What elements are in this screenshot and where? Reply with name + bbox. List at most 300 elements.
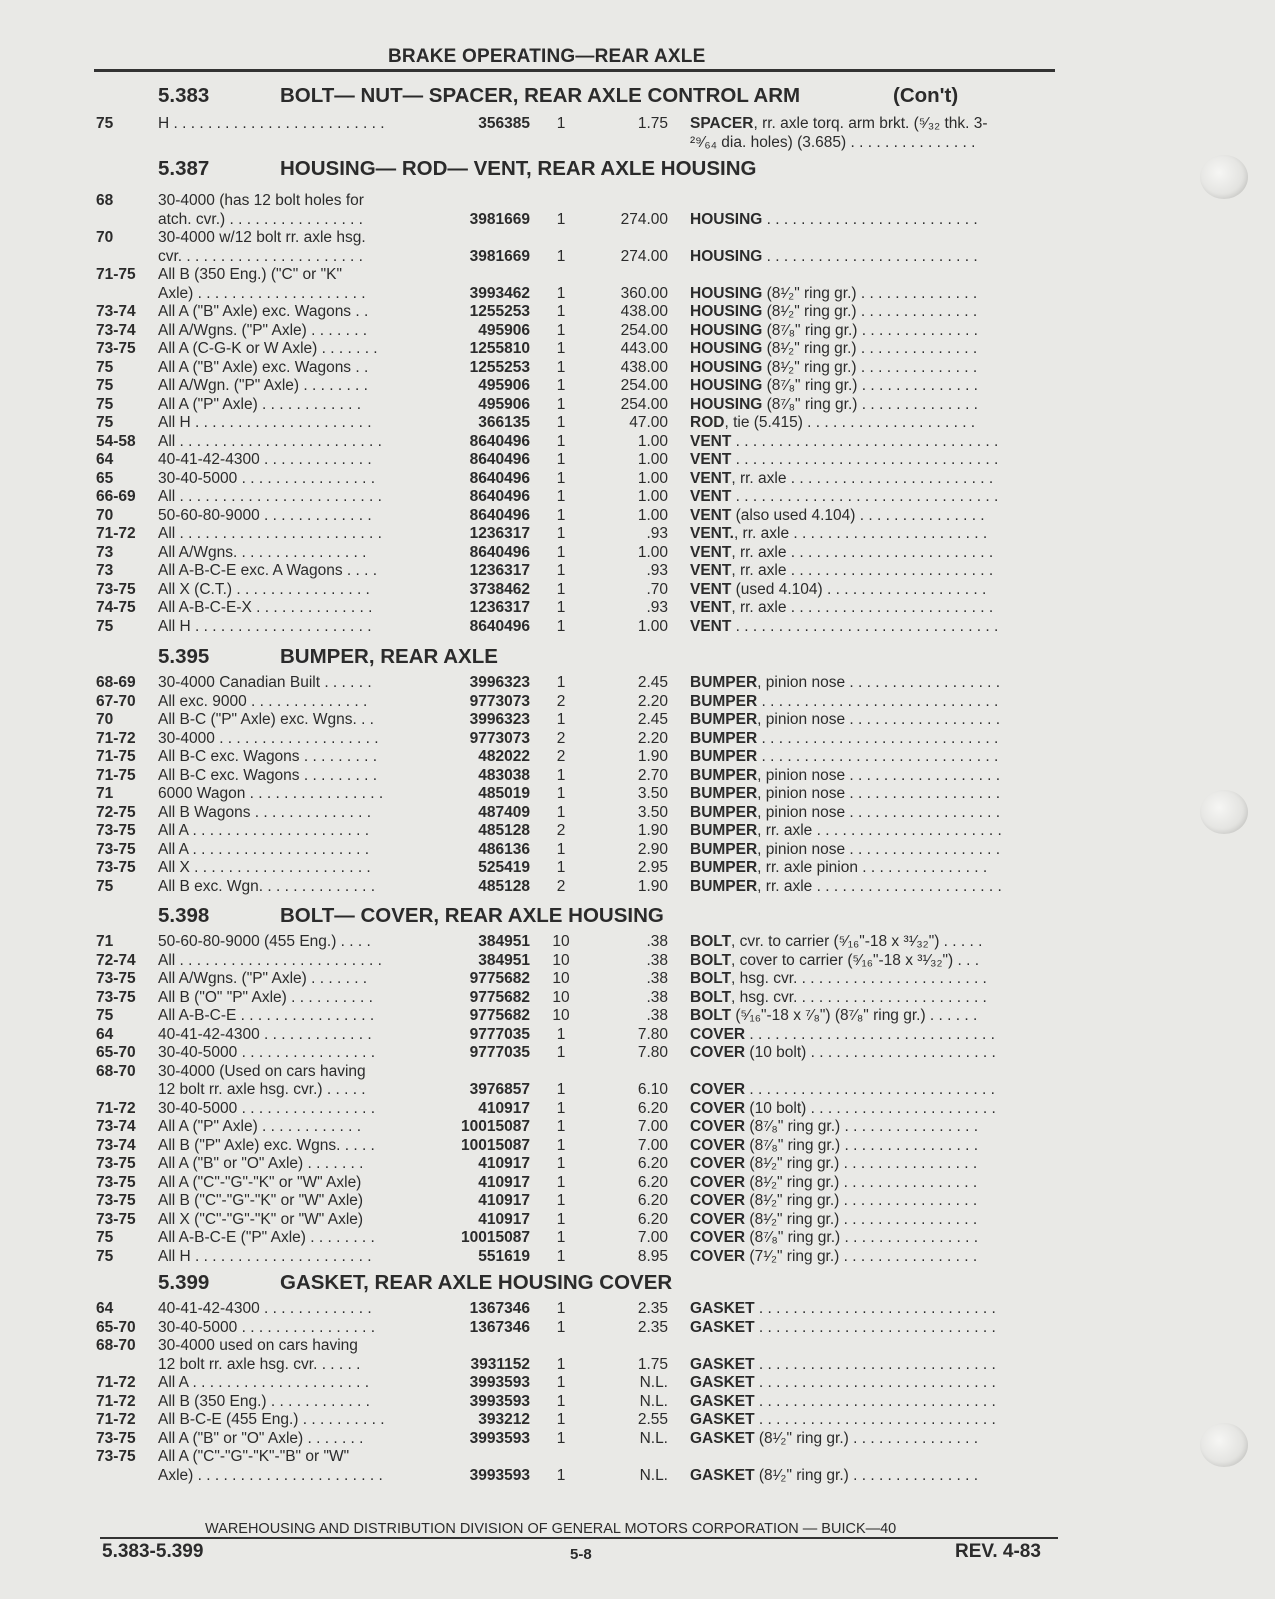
quantity: 1 [556, 840, 566, 858]
part-name-cell [690, 933, 1055, 951]
quantity: 1 [556, 1466, 566, 1484]
model-description: All X ("C"-"G"-"K" or "W" Axle) [158, 1210, 364, 1228]
model-description: All B (350 Eng.) ("C" or "K" [158, 266, 342, 283]
part-number: 8640496 [469, 469, 530, 487]
part-name-cell [690, 804, 1055, 822]
price: .93 [646, 562, 668, 579]
table-row [0, 822, 1060, 841]
part-name-cell [690, 1007, 1055, 1025]
model-description: All B-C-E (455 Eng.) . . . . . . . . . . [158, 1411, 385, 1428]
part-number: 393212 [478, 1411, 530, 1428]
price: 7.00 [637, 1118, 668, 1135]
model-year: 73-75 [96, 1155, 136, 1172]
part-number: 9775682 [469, 970, 530, 987]
model-description: All exc. 9000 . . . . . . . . . . . . . . [158, 692, 368, 710]
part-detail: . . . . . . . . . . . . . . . . . . . . . . . . . . . . . . . [731, 432, 999, 450]
part-detail: , rr. axle pinion . . . . . . . . . . . . . . . [757, 859, 988, 876]
quantity: 1 [556, 1318, 566, 1336]
model-description: 30-4000 used on cars having [158, 1337, 358, 1354]
part-name-cell [690, 507, 1055, 525]
part-number: 9777035 [469, 1025, 530, 1043]
price: 1.00 [637, 617, 668, 635]
table-row [0, 1118, 1060, 1137]
part-name-cell [690, 618, 1055, 636]
model-description: All B Wagons . . . . . . . . . . . . . . [158, 803, 372, 821]
table-row [0, 340, 1060, 359]
section-heading [0, 1271, 1100, 1297]
part-number: 3738462 [469, 580, 530, 598]
section-title: GASKET, REAR AXLE HOUSING COVER [280, 1271, 673, 1294]
part-name-cell [690, 581, 1055, 599]
part-detail: , tie (5.415) . . . . . . . . . . . . . . . . . . . . [724, 414, 976, 431]
quantity: 2 [556, 877, 566, 895]
section-number: 5.398 [158, 904, 210, 927]
part-name-cell [690, 599, 1055, 617]
table-row [0, 1319, 1060, 1338]
part-name: VENT [690, 580, 732, 598]
part-number: 495906 [478, 321, 530, 339]
quantity: 1 [556, 1210, 566, 1228]
footer-revision: REV. 4-83 [955, 1541, 1041, 1562]
price: .70 [646, 580, 668, 598]
part-number: 1255253 [469, 358, 530, 376]
table-row [0, 693, 1060, 712]
part-name: BUMPER [690, 674, 758, 691]
part-detail: . . . . . . . . . . . . . . . . . . . . . . . . . . . . . . . [731, 617, 999, 635]
part-name-cell [690, 1430, 1055, 1448]
part-name: BUMPER [690, 748, 758, 765]
table-row [0, 674, 1060, 693]
part-number: 525419 [478, 859, 530, 876]
part-detail: . . . . . . . . . . . . . . . . . . . . . . . . . . . . [757, 748, 999, 765]
part-name-cell [690, 285, 1055, 303]
price: 6.20 [637, 1099, 668, 1117]
part-number: 3996323 [469, 674, 530, 691]
part-name-cell [690, 841, 1055, 859]
quantity: 1 [556, 358, 566, 376]
part-detail: (8⁷⁄₈" ring gr.) . . . . . . . . . . . . . . . . [745, 1229, 978, 1246]
model-description: All A ("P" Axle) . . . . . . . . . . . . [158, 1118, 362, 1135]
part-name-cell [690, 1319, 1055, 1337]
part-number: 410917 [478, 1192, 530, 1209]
quantity: 1 [556, 1300, 566, 1317]
part-name: GASKET [690, 1300, 755, 1317]
table-row [0, 970, 1060, 989]
quantity: 1 [556, 543, 566, 561]
part-name-cell [690, 785, 1055, 803]
part-detail: (⁵⁄₁₆"-18 x ⁷⁄₈") (8⁷⁄₈" ring gr.) . . . . . . [731, 1007, 978, 1024]
price: 8.95 [637, 1247, 668, 1265]
quantity: 1 [556, 414, 566, 431]
part-number: 483038 [478, 766, 530, 784]
part-name: BOLT [690, 988, 732, 1006]
quantity: 1 [556, 1229, 566, 1246]
section-number: 5.383 [158, 84, 210, 107]
quantity: 1 [556, 562, 566, 579]
model-description: All A ("B" Axle) exc. Wagons . . [158, 358, 369, 376]
part-detail: , rr. axle . . . . . . . . . . . . . . . . . . . . . . . . [731, 543, 994, 561]
section-heading [0, 645, 1100, 671]
part-detail: , pinion nose . . . . . . . . . . . . . . . . . . [757, 785, 1001, 802]
table-row [0, 1026, 1060, 1045]
part-name-cell [690, 359, 1055, 377]
part-name: GASKET [690, 1355, 755, 1373]
section-heading [0, 157, 1100, 183]
model-description: 12 bolt rr. axle hsg. cvr. . . . . . [158, 1355, 361, 1373]
model-year: 68-70 [96, 1337, 136, 1354]
price: 438.00 [620, 358, 668, 376]
punch-hole [1200, 1423, 1248, 1467]
table-row [0, 785, 1060, 804]
part-detail: , pinion nose . . . . . . . . . . . . . . . . . . [757, 840, 1001, 858]
quantity: 1 [556, 803, 566, 821]
model-year: 75 [96, 617, 114, 635]
part-name-cell [690, 730, 1055, 748]
part-number: 9773073 [469, 692, 530, 710]
part-name: COVER [690, 1099, 746, 1117]
model-year: 73-74 [96, 303, 136, 320]
part-name-cell [690, 340, 1055, 358]
model-description: 50-60-80-9000 (455 Eng.) . . . . [158, 933, 371, 950]
model-year: 65-70 [96, 1318, 136, 1336]
price: 7.80 [637, 1025, 668, 1043]
table-row [0, 544, 1060, 563]
section-title: BOLT— NUT— SPACER, REAR AXLE CONTROL ARM [280, 84, 801, 107]
model-year: 70 [96, 229, 114, 246]
part-number: 10015087 [461, 1229, 530, 1246]
model-year: 64 [96, 451, 114, 468]
table-row [0, 878, 1060, 897]
model-year: 72-74 [96, 951, 136, 969]
table-row [0, 1229, 1060, 1248]
quantity: 1 [556, 1044, 566, 1061]
model-description: All B-C ("P" Axle) exc. Wgns. . . [158, 711, 374, 728]
part-detail: (8¹⁄₂" ring gr.) . . . . . . . . . . . . . . [762, 303, 978, 320]
model-description: All A-B-C-E exc. A Wagons . . . . [158, 562, 378, 579]
quantity: 1 [556, 469, 566, 487]
part-name-cell [690, 544, 1055, 562]
part-name: COVER [690, 1247, 746, 1265]
model-year: 74-75 [96, 599, 136, 616]
part-number: 551619 [478, 1247, 530, 1265]
quantity: 1 [556, 1173, 566, 1191]
part-detail: (8¹⁄₂" ring gr.) . . . . . . . . . . . . . . . [754, 1466, 978, 1484]
part-name: SPACER [690, 115, 754, 132]
part-name-cell [690, 1192, 1055, 1210]
part-name-cell [690, 433, 1055, 451]
part-name-cell [690, 711, 1055, 729]
price: 1.00 [637, 543, 668, 561]
model-description: All A/Wgn. ("P" Axle) . . . . . . . . [158, 377, 368, 394]
part-detail: (8¹⁄₂" ring gr.) . . . . . . . . . . . . . . . [754, 1429, 978, 1447]
model-description: 30-40-5000 . . . . . . . . . . . . . . . . [158, 1099, 376, 1117]
model-description: All A-B-C-E ("P" Axle) . . . . . . . . [158, 1229, 375, 1246]
part-name: GASKET [690, 1466, 755, 1484]
part-name-cell [690, 952, 1055, 970]
part-name-cell [690, 859, 1055, 877]
price: .38 [646, 988, 668, 1006]
part-number: 9777035 [469, 1044, 530, 1061]
model-description: All A ("C"-"G"-"K"-"B" or "W" [158, 1448, 350, 1465]
quantity: 10 [552, 1007, 570, 1024]
model-description: cvr. . . . . . . . . . . . . . . . . . . . . . [158, 247, 363, 265]
price: 1.90 [637, 877, 668, 895]
model-year: 68-70 [96, 1062, 136, 1080]
table-row [0, 359, 1060, 378]
part-number: 487409 [478, 803, 530, 821]
part-name-cell [690, 303, 1055, 321]
model-description: All A . . . . . . . . . . . . . . . . . . . . . [158, 822, 370, 839]
part-name: GASKET [690, 1429, 755, 1447]
part-detail: , rr. axle . . . . . . . . . . . . . . . . . . . . . . . [733, 525, 988, 542]
quantity: 1 [556, 766, 566, 784]
table-row [0, 952, 1060, 971]
model-description: 30-4000 . . . . . . . . . . . . . . . . . . . [158, 729, 379, 747]
footer-division: WAREHOUSING AND DISTRIBUTION DIVISION OF GENERAL MOTORS CORPORATION — BUICK—40 [205, 1521, 897, 1537]
table-row [0, 711, 1060, 730]
model-description: H . . . . . . . . . . . . . . . . . . . . . . . . . [158, 115, 385, 132]
model-year: 67-70 [96, 692, 136, 710]
model-description: 40-41-42-4300 . . . . . . . . . . . . . [158, 451, 372, 468]
model-description: All . . . . . . . . . . . . . . . . . . . . . . . . [158, 525, 382, 542]
part-name-cell [690, 525, 1055, 543]
part-name: BUMPER [690, 840, 758, 858]
price: 254.00 [620, 321, 668, 339]
part-name: BOLT [690, 933, 732, 950]
model-description: All H . . . . . . . . . . . . . . . . . . . . . [158, 617, 372, 635]
model-year: 71-72 [96, 1374, 136, 1391]
price: 2.20 [637, 729, 668, 747]
part-detail: (8¹⁄₂" ring gr.) . . . . . . . . . . . . . . . . [745, 1173, 978, 1191]
quantity: 1 [556, 1192, 566, 1209]
part-name-cell [690, 1118, 1055, 1136]
part-number: 3993593 [469, 1374, 530, 1391]
part-detail: . . . . . . . . . . . . . . . . . . . . . . . . . . . . . . . [731, 451, 999, 468]
table-row [0, 1137, 1060, 1156]
quantity: 2 [556, 729, 566, 747]
quantity: 1 [556, 1099, 566, 1117]
quantity: 1 [556, 488, 566, 505]
part-name: VENT [690, 617, 732, 635]
table-row [0, 804, 1060, 823]
quantity: 1 [556, 1136, 566, 1154]
section-title: BUMPER, REAR AXLE [280, 645, 498, 668]
part-name-cell [690, 1356, 1055, 1374]
part-name-cell [690, 1411, 1055, 1429]
price: 2.35 [637, 1300, 668, 1317]
part-number: 8640496 [469, 432, 530, 450]
part-name-cell [690, 396, 1055, 414]
part-detail: . . . . . . . . . . . . . . . . . . . . . . . . . . . . [754, 1318, 996, 1336]
part-name: HOUSING [690, 284, 763, 302]
model-description: 50-60-80-9000 . . . . . . . . . . . . . [158, 506, 372, 524]
part-name-cell [690, 1248, 1055, 1266]
table-row [0, 1248, 1060, 1267]
part-name-cell [690, 1229, 1055, 1247]
header-rule [94, 69, 1055, 72]
part-detail: . . . . . . . . . . . . . . . . . . . . . . . . . . . . . [745, 1081, 995, 1098]
part-detail: , hsg. cvr. . . . . . . . . . . . . . . . . . . . . . . [731, 988, 987, 1006]
model-year: 71-72 [96, 729, 136, 747]
quantity: 1 [556, 785, 566, 802]
table-row [0, 562, 1060, 581]
price: 2.70 [637, 766, 668, 784]
model-year: 71-72 [96, 1099, 136, 1117]
model-year: 68-69 [96, 674, 136, 691]
part-number: 1236317 [469, 599, 530, 616]
part-name-cell [690, 322, 1055, 340]
model-description: 30-4000 w/12 bolt rr. axle hsg. [158, 229, 366, 246]
table-row [0, 730, 1060, 749]
quantity: 1 [556, 859, 566, 876]
part-name-cell [690, 1374, 1055, 1392]
price: 1.00 [637, 451, 668, 468]
table-row [0, 192, 1060, 211]
part-name: GASKET [690, 1374, 755, 1391]
quantity: 1 [556, 1355, 566, 1373]
table-row [0, 488, 1060, 507]
quantity: 10 [552, 988, 570, 1006]
model-year: 71-72 [96, 1392, 136, 1410]
model-year: 73-74 [96, 1118, 136, 1135]
part-number: 485019 [478, 785, 530, 802]
model-year: 71-75 [96, 748, 136, 765]
model-description: All B ("O" "P" Axle) . . . . . . . . . . [158, 988, 373, 1006]
section-title: HOUSING— ROD— VENT, REAR AXLE HOUSING [280, 157, 757, 180]
model-description: All . . . . . . . . . . . . . . . . . . . . . . . . [158, 951, 382, 969]
table-row [0, 1211, 1060, 1230]
footer-rule [100, 1537, 1058, 1539]
part-number: 495906 [478, 395, 530, 413]
part-name-cell [690, 211, 1055, 229]
model-year: 72-75 [96, 803, 136, 821]
price: 274.00 [620, 247, 668, 265]
model-description: All H . . . . . . . . . . . . . . . . . . . . . [158, 1247, 372, 1265]
part-detail: , pinion nose . . . . . . . . . . . . . . . . . . [757, 711, 1001, 728]
quantity: 1 [556, 580, 566, 598]
part-name-cell [690, 488, 1055, 506]
table-row [0, 581, 1060, 600]
price: 274.00 [620, 210, 668, 228]
model-description: All A/Wgns. ("P" Axle) . . . . . . . [158, 970, 368, 987]
price: 2.90 [637, 840, 668, 858]
price: 438.00 [620, 303, 668, 320]
section-title: BOLT— COVER, REAR AXLE HOUSING [280, 904, 664, 927]
part-detail: , rr. axle . . . . . . . . . . . . . . . . . . . . . . [757, 877, 1002, 895]
part-detail: (8¹⁄₂" ring gr.) . . . . . . . . . . . . . . . . [745, 1210, 978, 1228]
part-number: 1255810 [469, 340, 530, 357]
part-name: VENT [690, 451, 732, 468]
quantity: 1 [556, 525, 566, 542]
model-description: All A ("C"-"G"-"K" or "W" Axle) [158, 1173, 362, 1191]
part-name-cell [690, 1393, 1055, 1411]
price: 1.75 [637, 115, 668, 132]
model-year: 75 [96, 877, 114, 895]
table-row [0, 451, 1060, 470]
price: .93 [646, 525, 668, 542]
model-year: 73 [96, 543, 114, 561]
table-row [0, 1063, 1060, 1082]
part-name-cell [690, 1137, 1055, 1155]
section-continued: (Con't) [893, 84, 959, 107]
model-year: 75 [96, 1229, 114, 1246]
part-detail: , rr. axle . . . . . . . . . . . . . . . . . . . . . . . . [731, 562, 994, 579]
part-detail: , pinion nose . . . . . . . . . . . . . . . . . . [757, 803, 1001, 821]
quantity: 1 [556, 115, 566, 132]
part-number: 3931152 [470, 1355, 530, 1373]
model-description: All B exc. Wgn. . . . . . . . . . . . . . [158, 877, 376, 895]
table-row [0, 414, 1060, 433]
model-year: 73 [96, 562, 114, 579]
model-description: All X . . . . . . . . . . . . . . . . . . . . . [158, 859, 371, 876]
model-description: All B ("C"-"G"-"K" or "W" Axle) [158, 1192, 364, 1209]
model-description: All A ("B" Axle) exc. Wagons . . [158, 303, 369, 320]
model-description: All A . . . . . . . . . . . . . . . . . . . . . [158, 1374, 370, 1391]
table-row [0, 618, 1060, 637]
table-row [0, 285, 1060, 304]
price: 6.20 [637, 1192, 668, 1209]
table-row [0, 1007, 1060, 1026]
quantity: 1 [556, 451, 566, 468]
part-number: 1236317 [469, 525, 530, 542]
part-name: GASKET [690, 1392, 755, 1410]
model-year: 54-58 [96, 432, 136, 450]
part-number: 8640496 [469, 543, 530, 561]
table-row [0, 1081, 1060, 1100]
part-name: BUMPER [690, 822, 758, 839]
table-row [0, 211, 1060, 230]
part-name-cell [690, 970, 1055, 988]
table-row [0, 248, 1060, 267]
part-name-cell [690, 1100, 1055, 1118]
table-row [0, 115, 1060, 134]
price: 254.00 [620, 377, 668, 394]
part-detail: . . . . . . . . . . . . . . . . . . . . . . . . . . . . [757, 692, 999, 710]
part-name: COVER [690, 1118, 746, 1135]
price: 443.00 [620, 340, 668, 357]
model-year: 73-75 [96, 340, 136, 357]
table-row [0, 1044, 1060, 1063]
model-year: 73-75 [96, 970, 136, 987]
part-name: VENT [690, 488, 732, 505]
table-row [0, 1374, 1060, 1393]
table-row [0, 1448, 1060, 1467]
part-name-cell [690, 414, 1055, 432]
model-description: 30-4000 (has 12 bolt holes for [158, 192, 364, 209]
price: 1.00 [637, 469, 668, 487]
price: N.L. [639, 1466, 668, 1484]
part-name-cell [690, 674, 1055, 692]
part-name-cell [690, 134, 1055, 152]
part-name-cell [690, 451, 1055, 469]
section-heading [0, 904, 1100, 930]
part-name: BUMPER [690, 877, 758, 895]
model-year: 73-75 [96, 840, 136, 858]
part-number: 1236317 [469, 562, 530, 579]
part-number: 495906 [478, 377, 530, 394]
model-description: 40-41-42-4300 . . . . . . . . . . . . . [158, 1025, 372, 1043]
price: 6.20 [637, 1210, 668, 1228]
price: .38 [646, 951, 668, 969]
price: 2.20 [637, 692, 668, 710]
quantity: 1 [556, 432, 566, 450]
part-name: VENT [690, 432, 732, 450]
table-row [0, 841, 1060, 860]
part-number: 486136 [478, 840, 530, 858]
part-number: 10015087 [461, 1118, 530, 1135]
price: 3.50 [637, 785, 668, 802]
part-name: COVER [690, 1229, 746, 1246]
